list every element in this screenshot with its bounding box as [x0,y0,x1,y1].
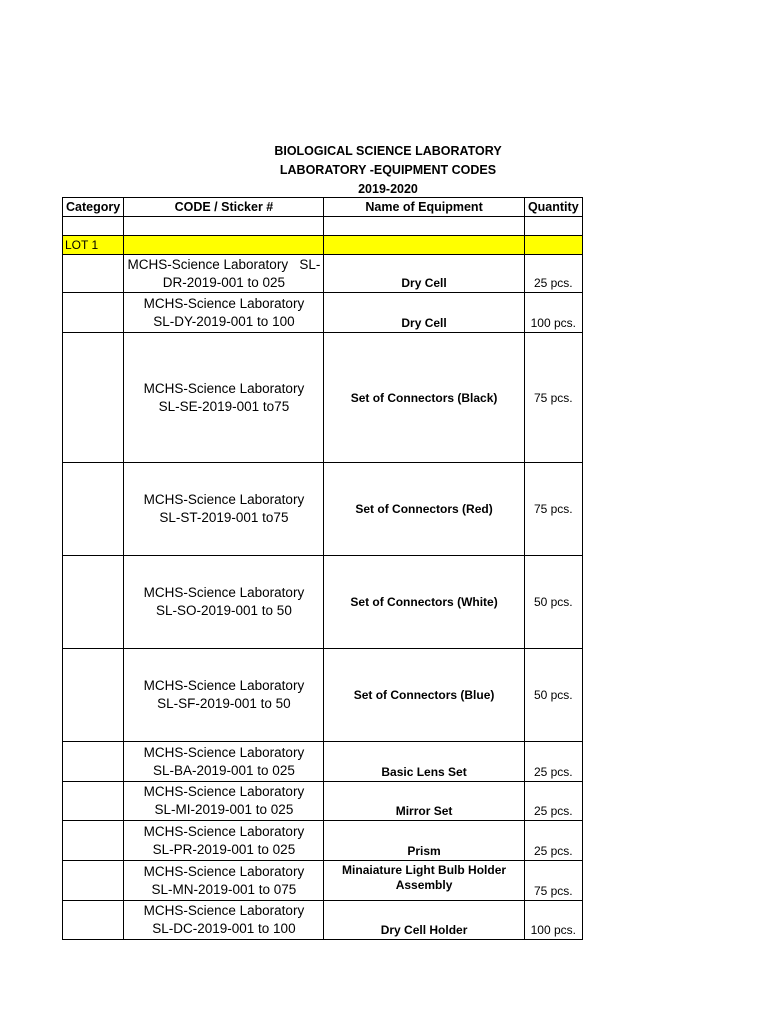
code-line: SL-DC-2019-001 to 100 [152,921,296,936]
code-line: MCHS-Science Laboratory [143,863,305,879]
category-cell [63,293,124,333]
quantity-cell: 25 pcs. [524,255,582,293]
lot-row [63,236,583,255]
equipment-name-line: Minaiature Light Bulb Holder [342,863,507,877]
document-subtitle: LABORATORY -EQUIPMENT CODES [279,163,497,177]
equipment-name-cell: Prism [324,821,524,861]
quantity-cell: 100 pcs. [524,901,582,940]
equipment-name-cell: Set of Connectors (Black) [324,333,524,463]
equipment-name-cell: Dry Cell Holder [324,901,524,940]
quantity-cell: 100 pcs. [524,293,582,333]
column-header-category: Category [63,198,124,217]
code-line: MCHS-Science Laboratory [143,784,305,799]
quantity-cell: 25 pcs. [524,821,582,861]
equipment-name-cell: Set of Connectors (Red) [324,463,524,556]
code-line: MCHS-Science Laboratory [143,823,305,839]
table-row [63,293,583,333]
table-row [63,333,583,463]
code-cell [124,293,324,333]
code-line: SL-SF-2019-001 to 50 [157,696,291,711]
code-line: SL-BA-2019-001 to 025 [152,762,295,778]
table-row [63,821,583,861]
code-line: SL-SE-2019-001 to75 [158,398,290,414]
table-row [63,556,583,649]
category-cell [63,742,124,782]
document-title: BIOLOGICAL SCIENCE LABORATORY [274,144,502,158]
category-cell [63,821,124,861]
school-year: 2019-2020 [358,182,418,196]
code-cell [124,463,324,556]
table-row [63,861,583,901]
equipment-name-cell: Mirror Set [324,782,524,821]
quantity-cell: 75 pcs. [524,463,582,556]
quantity-cell: 50 pcs. [524,556,582,649]
equipment-name-cell: Dry Cell [324,255,524,293]
code-line: SL-MN-2019-001 to 075 [151,881,297,897]
code-cell [124,333,324,463]
category-cell [63,649,124,742]
quantity-cell: 75 pcs. [524,861,582,901]
category-cell [63,333,124,463]
equipment-name-line: Assembly [395,878,453,892]
blank-row [63,217,583,236]
category-cell [63,463,124,556]
lot-label: LOT 1 [63,236,124,255]
quantity-cell: 75 pcs. [524,333,582,463]
equipment-name-cell: Dry Cell [324,293,524,333]
code-line: MCHS-Science Laboratory [143,678,305,693]
code-line: MCHS-Science Laboratory SL- [127,256,321,272]
code-line: MCHS-Science Laboratory [143,744,305,760]
code-cell [124,255,324,293]
code-cell [124,821,324,861]
equipment-name-cell [324,861,524,901]
category-cell [63,782,124,821]
quantity-cell: 25 pcs. [524,782,582,821]
table-row [63,649,583,742]
code-line: MCHS-Science Laboratory [143,585,305,600]
table-header-row [63,198,583,217]
code-line: MCHS-Science Laboratory [143,295,305,311]
table-row [63,742,583,782]
code-line: DR-2019-001 to 025 [162,274,286,290]
code-line: MCHS-Science Laboratory [143,903,305,918]
table-row [63,901,583,940]
code-line: MCHS-Science Laboratory [143,492,305,507]
equipment-table [62,197,583,940]
code-line: MCHS-Science Laboratory [143,380,305,396]
category-cell [63,901,124,940]
code-line: SL-ST-2019-001 to75 [159,510,289,525]
category-cell [63,556,124,649]
code-cell [124,742,324,782]
quantity-cell: 25 pcs. [524,742,582,782]
code-line: SL-MI-2019-001 to 025 [154,802,294,817]
equipment-name-cell: Basic Lens Set [324,742,524,782]
code-line: SL-SO-2019-001 to 50 [155,603,292,618]
column-header-quantity: Quantity [524,198,582,217]
code-cell [124,649,324,742]
table-row [63,463,583,556]
category-cell [63,255,124,293]
code-cell [124,782,324,821]
table-row [63,255,583,293]
code-cell [124,901,324,940]
column-header-code: CODE / Sticker # [124,198,324,217]
code-cell [124,556,324,649]
equipment-name-cell: Set of Connectors (Blue) [324,649,524,742]
category-cell [63,861,124,901]
table-row [63,782,583,821]
equipment-name-cell: Set of Connectors (White) [324,556,524,649]
code-cell [124,861,324,901]
column-header-name: Name of Equipment [324,198,524,217]
code-line: SL-PR-2019-001 to 025 [152,841,296,857]
quantity-cell: 50 pcs. [524,649,582,742]
code-line: SL-DY-2019-001 to 100 [153,313,295,329]
